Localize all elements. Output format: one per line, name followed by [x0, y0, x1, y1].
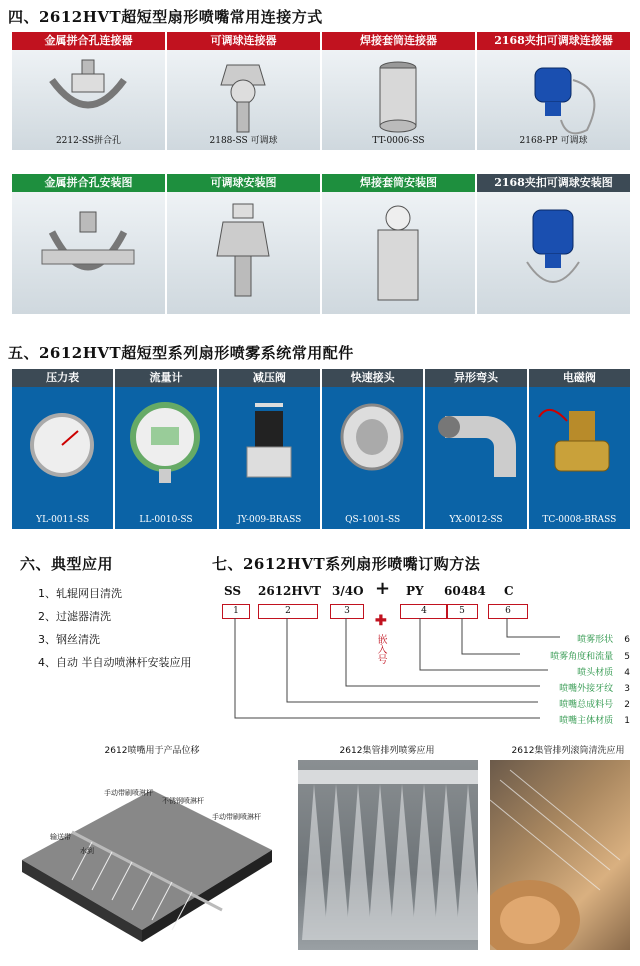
card-caption: 2168-PP 可调球	[519, 136, 588, 146]
card-header: 快速接头	[322, 369, 423, 387]
code-flow: 60484	[444, 584, 486, 598]
list-item: 4、自动 半自动喷淋杆安装应用	[38, 656, 192, 669]
legend-item: 喷雾角度和流量 5	[550, 652, 630, 662]
application-title: 2612集管排列喷雾应用	[339, 746, 435, 756]
section4-title: 四、2612HVT超短型扇形喷嘴常用连接方式	[8, 8, 323, 26]
diagram-label: 手动带刷喷淋杆	[104, 789, 153, 797]
card-caption: YX-0012-SS	[449, 515, 503, 525]
plus-icon: +	[375, 578, 391, 599]
card-header: 2168夹扣可调球连接器	[477, 32, 630, 50]
card-header: 金属拼合孔连接器	[12, 32, 165, 50]
legend-item: 喷雾形状 6	[577, 635, 630, 645]
code-pattern: C	[504, 584, 514, 598]
code-box-1: 1	[222, 604, 250, 619]
card-header: 焊接套筒安装图	[322, 174, 475, 192]
card-caption: QS-1001-SS	[345, 515, 401, 525]
section5-title: 五、2612HVT超短型系列扇形喷雾系统常用配件	[8, 344, 354, 362]
card-caption: YL-0011-SS	[36, 515, 90, 525]
diagram-label: 水到	[80, 847, 94, 855]
code-box-6: 6	[488, 604, 528, 619]
manifold-spray-photo	[298, 760, 478, 950]
list-item: 1、轧辊网目清洗	[38, 587, 122, 600]
card-header: 压力表	[12, 369, 113, 387]
section6-title: 六、典型应用	[20, 555, 114, 573]
legend-item: 喷头材质 4	[577, 668, 630, 678]
list-item: 2、过滤器清洗	[38, 610, 111, 623]
plus-icon: ✚	[375, 613, 387, 629]
card-header: 金属拼合孔安装图	[12, 174, 165, 192]
diagram-label: 输送带	[50, 833, 71, 841]
card-header: 减压阀	[219, 369, 320, 387]
card-header: 焊接套筒连接器	[322, 32, 475, 50]
legend-item: 喷嘴总成料号 2	[559, 700, 630, 710]
application-title: 2612喷嘴用于产品位移	[104, 746, 200, 756]
roller-cleaning-photo	[490, 760, 630, 950]
card-caption: TT-0006-SS	[372, 136, 425, 146]
code-ss: SS	[224, 584, 242, 598]
diagram-label: 不锈钢喷淋杆	[162, 797, 204, 805]
code-tip: PY	[406, 584, 424, 598]
section7-title: 七、2612HVT系列扇形喷嘴订购方法	[212, 555, 481, 573]
card-caption: TC-0008-BRASS	[542, 515, 617, 525]
card-header: 2168夹扣可调球安装图	[477, 174, 630, 192]
code-thread: 3/4O	[332, 584, 364, 598]
card-header: 异形弯头	[425, 369, 526, 387]
card-header: 流量计	[115, 369, 216, 387]
code-model: 2612HVT	[258, 584, 321, 598]
legend-item: 喷嘴主体材质 1	[559, 716, 630, 726]
legend-item: 喷嘴外接牙纹 3	[559, 684, 630, 694]
application-title: 2612集管排列滚筒清洗应用	[511, 746, 625, 756]
diagram-label: 手动带刷喷淋杆	[212, 813, 261, 821]
code-box-4: 4	[400, 604, 448, 619]
code-box-5: 5	[446, 604, 478, 619]
card-caption: JY-009-BRASS	[237, 515, 302, 525]
card-caption: LL-0010-SS	[139, 515, 193, 525]
card-caption: 2188-SS 可调球	[209, 136, 278, 146]
list-item: 3、钢丝清洗	[38, 633, 100, 646]
code-box-2: 2	[258, 604, 318, 619]
code-box-3: 3	[330, 604, 364, 619]
embed-label: 嵌入号	[375, 634, 386, 664]
card-header: 可调球安装图	[167, 174, 320, 192]
card-header: 可调球连接器	[167, 32, 320, 50]
card-caption: 2212-SS拼合孔	[55, 136, 122, 146]
card-header: 电磁阀	[529, 369, 630, 387]
conveyor-diagram	[12, 760, 282, 950]
